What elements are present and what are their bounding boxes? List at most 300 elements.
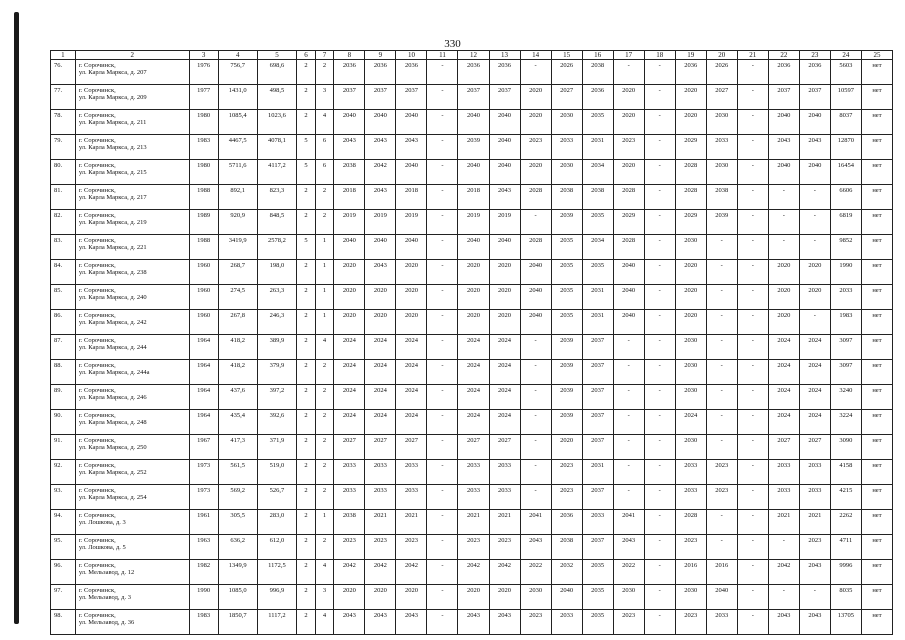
- table-cell: -: [706, 385, 737, 410]
- table-cell: 2030: [551, 110, 582, 135]
- table-cell: 2020: [613, 110, 644, 135]
- table-cell: 2024: [489, 335, 520, 360]
- table-cell: 2040: [520, 310, 551, 335]
- table-cell: нет: [861, 610, 892, 635]
- table-cell: 2035: [551, 260, 582, 285]
- table-cell: 1964: [189, 335, 218, 360]
- table-cell: 263,3: [257, 285, 296, 310]
- table-cell: -: [644, 310, 675, 335]
- table-cell: -: [520, 385, 551, 410]
- table-cell: 2024: [768, 360, 799, 385]
- table-cell: -: [737, 460, 768, 485]
- table-cell: 2039: [551, 360, 582, 385]
- table-cell: 2033: [706, 135, 737, 160]
- table-cell: 2040: [458, 160, 489, 185]
- table-cell: 2024: [768, 335, 799, 360]
- table-cell: 2037: [582, 435, 613, 460]
- table-cell: 2030: [675, 385, 706, 410]
- table-cell: 2: [297, 185, 316, 210]
- table-cell: 2043: [396, 610, 427, 635]
- table-cell: -: [427, 410, 458, 435]
- table-cell: -: [737, 160, 768, 185]
- table-cell: 2027: [334, 435, 365, 460]
- table-cell: 2035: [582, 210, 613, 235]
- address-cell: [75, 235, 189, 260]
- table-cell: 2023: [613, 610, 644, 635]
- table-row: [51, 135, 893, 160]
- table-cell: -: [427, 285, 458, 310]
- table-cell: 4078,1: [257, 135, 296, 160]
- table-cell: 2024: [458, 335, 489, 360]
- table-cell: 636,2: [218, 535, 257, 560]
- address-street: ул. Карла Маркса, д. 207: [78, 69, 147, 76]
- table-cell: 3: [315, 85, 334, 110]
- table-cell: 1349,9: [218, 560, 257, 585]
- table-cell: 2038: [582, 60, 613, 85]
- table-cell: 2: [315, 60, 334, 85]
- table-cell: 2024: [489, 360, 520, 385]
- address-city: г. Сорочинск,: [78, 487, 116, 494]
- table-cell: 2040: [458, 235, 489, 260]
- address-cell: [75, 360, 189, 385]
- table-cell: 2043: [489, 185, 520, 210]
- table-cell: 2021: [365, 510, 396, 535]
- row-number: 92.: [51, 460, 76, 485]
- table-cell: -: [644, 285, 675, 310]
- table-cell: 1: [315, 310, 334, 335]
- table-cell: 2: [315, 410, 334, 435]
- table-cell: 2035: [582, 610, 613, 635]
- address-cell: [75, 585, 189, 610]
- row-number: 77.: [51, 85, 76, 110]
- address-street: ул. Мельзавод, д. 36: [78, 619, 135, 626]
- table-cell: 2037: [582, 485, 613, 510]
- table-cell: 2040: [489, 235, 520, 260]
- table-cell: 2031: [582, 310, 613, 335]
- table-cell: 2037: [582, 535, 613, 560]
- table-cell: 5: [297, 160, 316, 185]
- table-cell: 2: [297, 435, 316, 460]
- table-cell: 2023: [396, 535, 427, 560]
- table-cell: 519,0: [257, 460, 296, 485]
- address-street: ул. Карла Маркса, д. 254: [78, 494, 147, 501]
- column-header: 16: [582, 51, 613, 60]
- table-cell: -: [737, 610, 768, 635]
- table-cell: 2037: [334, 85, 365, 110]
- table-cell: 2033: [489, 485, 520, 510]
- table-cell: 2024: [365, 360, 396, 385]
- table-cell: -: [737, 135, 768, 160]
- table-cell: 1982: [189, 560, 218, 585]
- table-cell: -: [737, 360, 768, 385]
- table-cell: -: [799, 210, 830, 235]
- table-cell: -: [520, 485, 551, 510]
- table-cell: -: [737, 285, 768, 310]
- column-header: 11: [427, 51, 458, 60]
- table-cell: 2: [297, 110, 316, 135]
- table-cell: 2024: [458, 385, 489, 410]
- table-cell: 2020: [675, 260, 706, 285]
- table-cell: 2040: [396, 235, 427, 260]
- table-cell: 2020: [396, 260, 427, 285]
- table-cell: 268,7: [218, 260, 257, 285]
- table-cell: 2020: [768, 310, 799, 335]
- table-cell: 2036: [396, 60, 427, 85]
- address-cell: [75, 260, 189, 285]
- table-cell: -: [427, 385, 458, 410]
- table-cell: 2020: [489, 585, 520, 610]
- table-cell: 2038: [706, 185, 737, 210]
- address-city: г. Сорочинск,: [78, 287, 116, 294]
- table-cell: 2020: [396, 310, 427, 335]
- table-cell: 2040: [520, 285, 551, 310]
- row-number: 94.: [51, 510, 76, 535]
- table-cell: -: [737, 110, 768, 135]
- table-cell: 267,8: [218, 310, 257, 335]
- table-cell: 2020: [551, 435, 582, 460]
- table-cell: нет: [861, 410, 892, 435]
- table-cell: 2027: [799, 435, 830, 460]
- table-cell: 2024: [799, 360, 830, 385]
- table-cell: 2027: [551, 85, 582, 110]
- table-cell: -: [644, 210, 675, 235]
- table-cell: -: [706, 410, 737, 435]
- table-cell: 2023: [799, 535, 830, 560]
- table-cell: -: [737, 60, 768, 85]
- table-cell: 2043: [396, 135, 427, 160]
- column-header: 15: [551, 51, 582, 60]
- address-street: ул. Карла Маркса, д. 221: [78, 244, 147, 251]
- table-cell: -: [644, 360, 675, 385]
- table-cell: 2020: [613, 160, 644, 185]
- table-cell: 2022: [520, 560, 551, 585]
- table-cell: 2020: [489, 260, 520, 285]
- table-cell: 2026: [706, 60, 737, 85]
- address-city: г. Сорочинск,: [78, 262, 116, 269]
- table-cell: нет: [861, 135, 892, 160]
- table-cell: 2038: [551, 185, 582, 210]
- table-cell: 2023: [675, 610, 706, 635]
- table-cell: 2023: [675, 535, 706, 560]
- table-cell: 526,7: [257, 485, 296, 510]
- table-cell: -: [644, 160, 675, 185]
- table-cell: -: [427, 510, 458, 535]
- table-cell: -: [644, 335, 675, 360]
- table-cell: 2024: [489, 385, 520, 410]
- table-cell: 2020: [334, 310, 365, 335]
- column-header: 21: [737, 51, 768, 60]
- table-cell: 2016: [675, 560, 706, 585]
- table-cell: нет: [861, 335, 892, 360]
- table-cell: -: [768, 210, 799, 235]
- table-cell: нет: [861, 535, 892, 560]
- row-number: 90.: [51, 410, 76, 435]
- table-cell: 2036: [768, 60, 799, 85]
- table-cell: 2: [315, 435, 334, 460]
- table-cell: 2043: [520, 535, 551, 560]
- address-cell: [75, 485, 189, 510]
- table-cell: 2033: [458, 485, 489, 510]
- table-cell: -: [737, 260, 768, 285]
- table-cell: 2042: [458, 560, 489, 585]
- table-cell: 2026: [551, 60, 582, 85]
- table-cell: нет: [861, 385, 892, 410]
- table-cell: нет: [861, 260, 892, 285]
- table-cell: 1960: [189, 310, 218, 335]
- table-cell: 1: [315, 510, 334, 535]
- table-row: [51, 610, 893, 635]
- address-street: ул. Карла Маркса, д. 242: [78, 319, 147, 326]
- table-cell: 561,5: [218, 460, 257, 485]
- table-cell: 397,2: [257, 385, 296, 410]
- table-cell: 392,6: [257, 410, 296, 435]
- table-cell: 2: [315, 485, 334, 510]
- table-cell: 2020: [520, 160, 551, 185]
- table-cell: -: [520, 460, 551, 485]
- address-cell: [75, 85, 189, 110]
- table-cell: 2043: [334, 610, 365, 635]
- address-street: ул. Карла Маркса, д. 213: [78, 144, 147, 151]
- table-cell: -: [799, 585, 830, 610]
- table-cell: 2032: [551, 560, 582, 585]
- table-cell: 1850,7: [218, 610, 257, 635]
- table-cell: 2036: [675, 60, 706, 85]
- table-cell: 12870: [830, 135, 861, 160]
- column-header: 6: [297, 51, 316, 60]
- table-row: [51, 360, 893, 385]
- table-cell: -: [768, 585, 799, 610]
- table-cell: 2043: [365, 260, 396, 285]
- table-cell: 2024: [334, 385, 365, 410]
- column-header: 9: [365, 51, 396, 60]
- table-cell: -: [768, 235, 799, 260]
- table-cell: 2028: [675, 185, 706, 210]
- table-cell: 2020: [334, 585, 365, 610]
- table-cell: 10597: [830, 85, 861, 110]
- table-cell: 2027: [365, 435, 396, 460]
- row-number: 89.: [51, 385, 76, 410]
- table-cell: 2: [297, 410, 316, 435]
- table-row: [51, 560, 893, 585]
- table-cell: 2: [315, 385, 334, 410]
- table-cell: 2037: [396, 85, 427, 110]
- table-cell: -: [427, 160, 458, 185]
- table-cell: 2020: [675, 285, 706, 310]
- row-number: 96.: [51, 560, 76, 585]
- table-cell: -: [737, 185, 768, 210]
- table-cell: 2: [315, 460, 334, 485]
- address-city: г. Сорочинск,: [78, 562, 116, 569]
- address-cell: [75, 460, 189, 485]
- table-cell: 2020: [768, 260, 799, 285]
- table-cell: нет: [861, 560, 892, 585]
- table-row: [51, 110, 893, 135]
- address-cell: [75, 185, 189, 210]
- table-cell: 1023,6: [257, 110, 296, 135]
- address-city: г. Сорочинск,: [78, 212, 116, 219]
- table-cell: 2037: [582, 335, 613, 360]
- table-cell: -: [706, 285, 737, 310]
- address-street: ул. Карла Маркса, д. 252: [78, 469, 147, 476]
- table-cell: 2030: [675, 335, 706, 360]
- table-cell: 2039: [551, 385, 582, 410]
- table-cell: 4467,5: [218, 135, 257, 160]
- table-cell: -: [427, 210, 458, 235]
- address-city: г. Сорочинск,: [78, 412, 116, 419]
- table-cell: 2: [297, 60, 316, 85]
- address-street: ул. Мельзавод, д. 3: [78, 594, 131, 601]
- table-cell: 2040: [799, 110, 830, 135]
- table-cell: 2038: [334, 510, 365, 535]
- address-street: ул. Карла Маркса, д. 211: [78, 119, 147, 126]
- table-cell: -: [737, 85, 768, 110]
- table-cell: 2042: [365, 560, 396, 585]
- table-cell: 1990: [830, 260, 861, 285]
- table-cell: -: [427, 460, 458, 485]
- table-cell: 2033: [799, 460, 830, 485]
- table-cell: 2039: [551, 335, 582, 360]
- table-cell: 2020: [520, 85, 551, 110]
- table-cell: 2024: [396, 410, 427, 435]
- table-row: [51, 510, 893, 535]
- table-cell: 2042: [489, 560, 520, 585]
- table-cell: 2042: [396, 560, 427, 585]
- table-cell: 920,9: [218, 210, 257, 235]
- table-cell: 2036: [799, 60, 830, 85]
- table-cell: нет: [861, 585, 892, 610]
- table-cell: 2035: [582, 260, 613, 285]
- table-cell: 3097: [830, 360, 861, 385]
- table-cell: нет: [861, 60, 892, 85]
- table-cell: -: [737, 560, 768, 585]
- table-cell: -: [644, 135, 675, 160]
- table-cell: -: [427, 535, 458, 560]
- table-cell: 2023: [613, 135, 644, 160]
- column-header: 23: [799, 51, 830, 60]
- table-cell: -: [737, 510, 768, 535]
- table-cell: 2018: [396, 185, 427, 210]
- address-city: г. Сорочинск,: [78, 537, 116, 544]
- address-city: г. Сорочинск,: [78, 512, 116, 519]
- table-cell: 2019: [458, 210, 489, 235]
- page-number: 330: [444, 38, 461, 50]
- table-cell: нет: [861, 185, 892, 210]
- table-cell: 2040: [396, 160, 427, 185]
- table-cell: -: [613, 485, 644, 510]
- table-cell: 2030: [675, 235, 706, 260]
- table-cell: 2: [315, 210, 334, 235]
- table-cell: 2020: [334, 260, 365, 285]
- table-cell: 2016: [706, 560, 737, 585]
- row-number: 85.: [51, 285, 76, 310]
- table-cell: нет: [861, 110, 892, 135]
- table-cell: 379,9: [257, 360, 296, 385]
- table-cell: -: [427, 560, 458, 585]
- table-cell: -: [520, 60, 551, 85]
- table-cell: 2023: [706, 460, 737, 485]
- table-cell: 3240: [830, 385, 861, 410]
- table-cell: 6606: [830, 185, 861, 210]
- table-cell: 2024: [396, 385, 427, 410]
- table-cell: -: [737, 310, 768, 335]
- column-header: 14: [520, 51, 551, 60]
- table-cell: 2040: [458, 110, 489, 135]
- table-cell: -: [427, 610, 458, 635]
- table-cell: -: [768, 535, 799, 560]
- table-cell: -: [644, 435, 675, 460]
- table-cell: -: [613, 410, 644, 435]
- address-cell: [75, 560, 189, 585]
- table-cell: 2024: [675, 410, 706, 435]
- table-row: [51, 335, 893, 360]
- table-cell: 1431,0: [218, 85, 257, 110]
- table-cell: 2028: [675, 510, 706, 535]
- table-row: [51, 185, 893, 210]
- table-cell: -: [644, 110, 675, 135]
- table-cell: 2033: [706, 610, 737, 635]
- table-cell: 2035: [551, 285, 582, 310]
- table-cell: -: [427, 360, 458, 385]
- table-cell: 2578,2: [257, 235, 296, 260]
- table-cell: 2020: [396, 285, 427, 310]
- table-cell: 2029: [675, 210, 706, 235]
- table-cell: 1980: [189, 160, 218, 185]
- table-cell: 417,3: [218, 435, 257, 460]
- table-cell: 2040: [365, 235, 396, 260]
- table-cell: 2030: [520, 585, 551, 610]
- table-cell: 3090: [830, 435, 861, 460]
- table-cell: -: [799, 310, 830, 335]
- table-cell: 435,4: [218, 410, 257, 435]
- table-cell: 2024: [768, 410, 799, 435]
- table-cell: 1964: [189, 385, 218, 410]
- table-row: [51, 85, 893, 110]
- address-street: ул. Карла Маркса, д. 250: [78, 444, 147, 451]
- table-cell: 2038: [551, 535, 582, 560]
- table-cell: 2033: [675, 485, 706, 510]
- table-cell: 9852: [830, 235, 861, 260]
- table-cell: 2033: [582, 510, 613, 535]
- row-number: 86.: [51, 310, 76, 335]
- table-cell: 2024: [365, 335, 396, 360]
- address-cell: [75, 435, 189, 460]
- table-cell: 2028: [675, 160, 706, 185]
- table-cell: -: [644, 560, 675, 585]
- table-cell: 2023: [520, 610, 551, 635]
- address-city: г. Сорочинск,: [78, 462, 116, 469]
- header-row: [51, 51, 893, 60]
- table-cell: 498,5: [257, 85, 296, 110]
- column-header: 5: [257, 51, 296, 60]
- table-cell: 1085,4: [218, 110, 257, 135]
- table-cell: -: [644, 410, 675, 435]
- table-cell: 2027: [458, 435, 489, 460]
- table-cell: 1: [315, 235, 334, 260]
- table-cell: 2: [297, 460, 316, 485]
- table-cell: 2: [297, 85, 316, 110]
- table-cell: 283,0: [257, 510, 296, 535]
- table-cell: -: [706, 535, 737, 560]
- table-cell: -: [737, 485, 768, 510]
- table-cell: -: [427, 485, 458, 510]
- table-cell: 1964: [189, 410, 218, 435]
- table-cell: 2020: [489, 285, 520, 310]
- row-number: 95.: [51, 535, 76, 560]
- table-row: [51, 160, 893, 185]
- table-cell: -: [706, 310, 737, 335]
- address-city: г. Сорочинск,: [78, 312, 116, 319]
- table-cell: 2020: [520, 110, 551, 135]
